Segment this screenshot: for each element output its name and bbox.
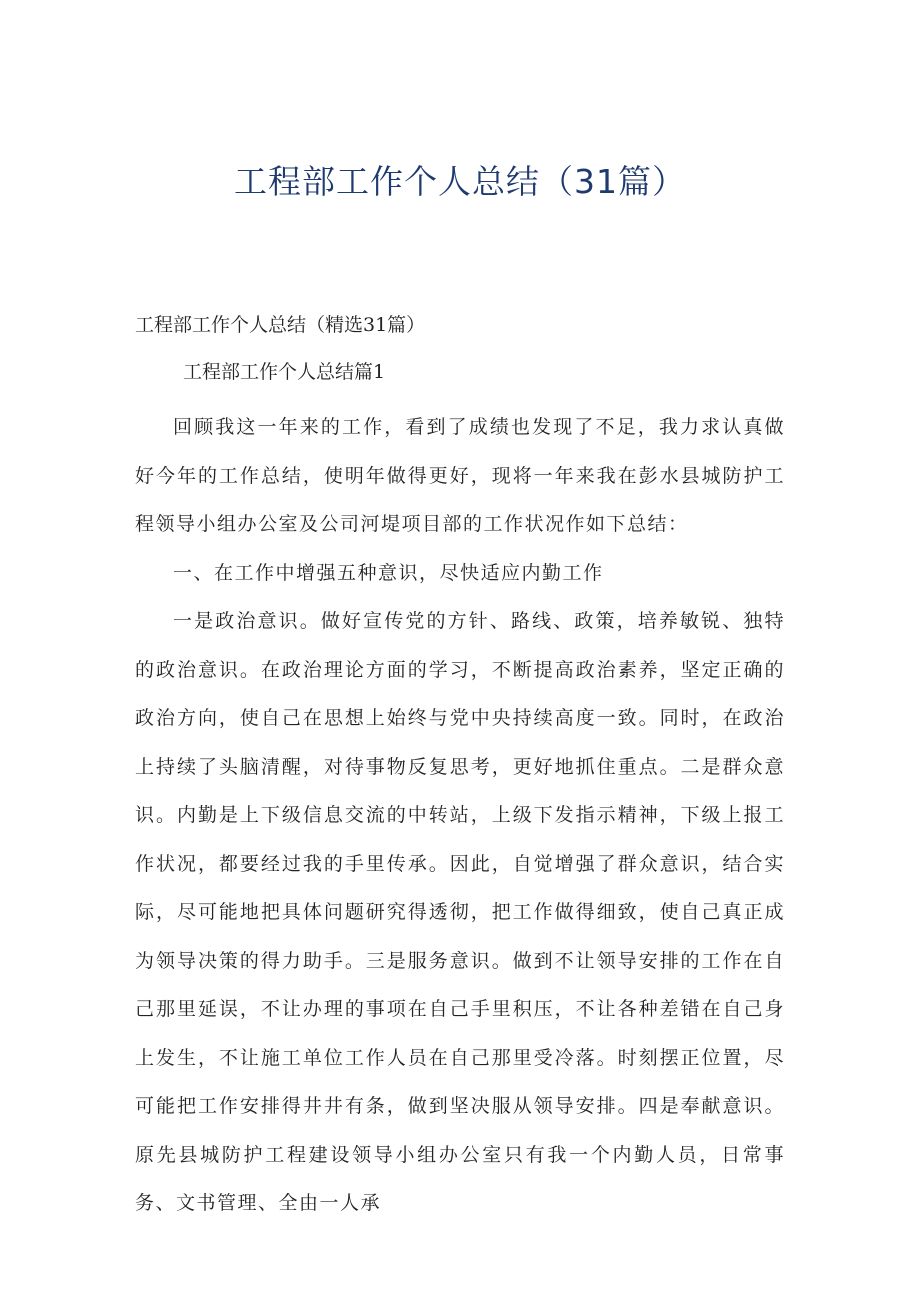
paragraph-heading: 一、在工作中增强五种意识，尽快适应内勤工作	[173, 561, 604, 584]
paragraph-body: 一是政治意识。做好宣传党的方针、路线、政策，培养敏锐、独特的政治意识。在政治理论方面的学习，不断提高政治素养，坚定正确的政治方向，使自己在思想上始终与党中央持续高度一致。同时，在政治上持续了头脑清醒，对待事物反复思考，更好地抓住重点。二是群众意识。内勤是上下级信息交流的中转站，上级下发指示精神，下级上报工作状况，都要经过我的手里传承。因此，自觉增强了群众意识，结合实际，尽可能地把具体问题研究得透彻，把工作做得细致，使自己真正成为领导决策的得力助手。三是服务意识。做到不让领导安排的工作在自己那里延误，不让办理的事项在自己手里积压，不让各种差错在自己身上发生，不让施工单位工作人员在自己那里受冷落。时刻摆正位置，尽可能把工作安排得井井有条，做到坚决服从领导安排。四是奉献意识。原先县城防护工程建设领导小组办公室只有我一个内勤人员，日常事务、文书管理、全由一人承	[135, 610, 785, 1214]
section-title: 工程部工作个人总结篇1	[183, 361, 386, 383]
paragraph-intro: 回顾我这一年来的工作，看到了成绩也发现了不足，我力求认真做好今年的工作总结，使明年做得更好，现将一年来我在彭水县城防护工程领导小组办公室及公司河堤项目部的工作状况作如下总结：	[135, 416, 785, 535]
document-title: 工程部工作个人总结（31篇）	[234, 162, 686, 201]
document-subtitle: 工程部工作个人总结（精选31篇）	[135, 314, 426, 336]
document-body	[135, 403, 785, 1228]
